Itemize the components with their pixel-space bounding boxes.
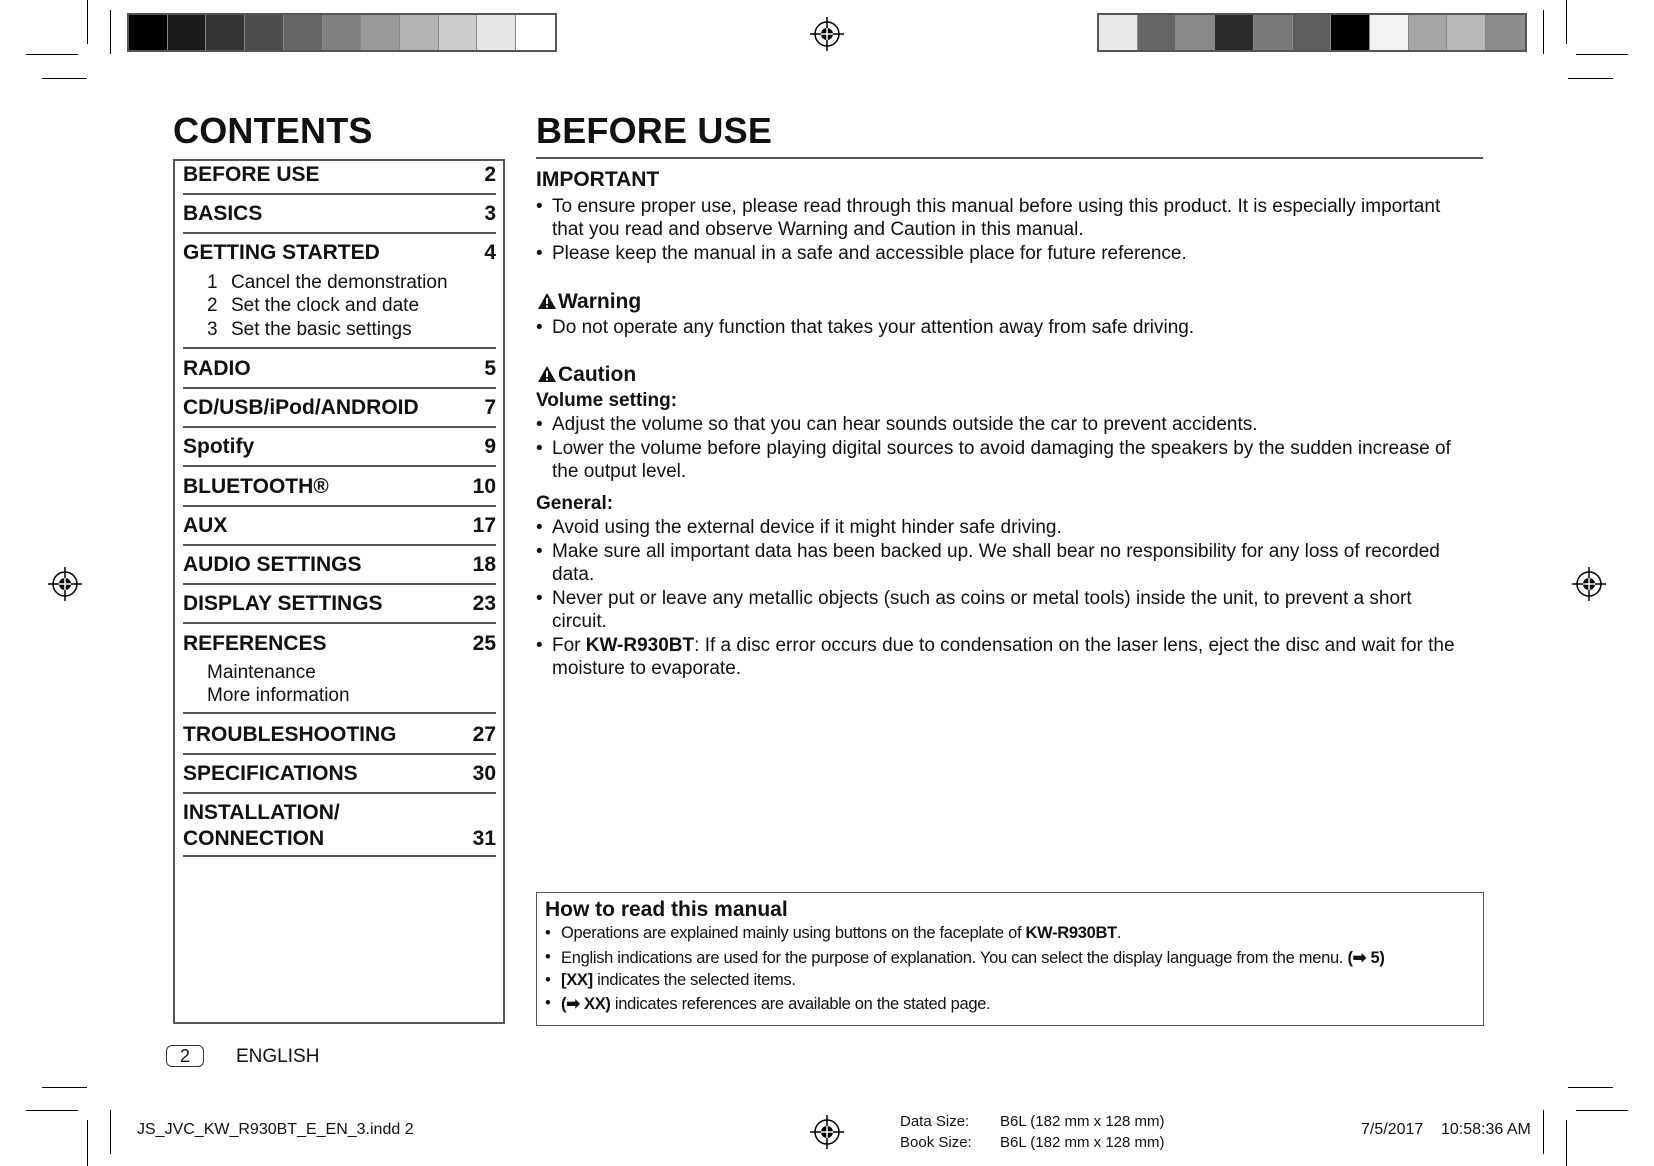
volume-setting-title: Volume setting: xyxy=(536,390,678,411)
registration-mark-bottom xyxy=(810,1115,844,1149)
toc-item-before-use xyxy=(183,163,496,195)
color-swatch xyxy=(206,15,245,50)
toc-item-cd-usb xyxy=(183,396,496,428)
toc-sub-item: 1 Cancel the demonstration xyxy=(207,272,448,293)
toc-item-title: BEFORE USE xyxy=(183,163,320,186)
important-title: IMPORTANT xyxy=(536,168,660,191)
toc-sub-item: 3 Set the basic settings xyxy=(207,319,412,340)
color-swatch xyxy=(1138,15,1177,50)
toc-item-troubleshooting xyxy=(183,723,496,755)
warning-bullet: • Do not operate any function that takes your attention away from safe driving. xyxy=(536,316,1466,339)
toc-sub-item: Maintenance xyxy=(207,662,316,683)
caution-icon xyxy=(536,365,558,383)
toc-item-title: AUDIO SETTINGS xyxy=(183,553,362,576)
toc-item-basics xyxy=(183,202,496,234)
toc-item-specifications xyxy=(183,762,496,794)
toc-item-title: BASICS xyxy=(183,202,263,225)
toc-item-title: SPECIFICATIONS xyxy=(183,762,358,785)
color-swatch xyxy=(168,15,207,50)
caution-title: Caution xyxy=(536,363,636,387)
toc-sub-item: More information xyxy=(207,685,350,706)
toc-item-page: 5 xyxy=(484,357,496,380)
how-to-read-title: How to read this manual xyxy=(545,898,788,921)
toc-item-title: AUX xyxy=(183,514,228,537)
color-swatch xyxy=(129,15,168,50)
general-title: General: xyxy=(536,493,614,514)
slug-time: 10:58:36 AM xyxy=(1441,1121,1531,1138)
toc-item-page: 17 xyxy=(472,514,496,537)
color-swatch xyxy=(1293,15,1332,50)
how-to-bullet: • (➡ XX) indicates references are available on the stated page. xyxy=(545,994,990,1014)
volume-bullet: • Adjust the volume so that you can hear sounds outside the car to prevent accidents. xyxy=(536,413,1466,436)
color-swatch xyxy=(1409,15,1448,50)
color-swatch xyxy=(323,15,362,50)
toc-item-page: 3 xyxy=(484,202,496,225)
toc-item-title: Spotify xyxy=(183,435,255,458)
toc-item-title: INSTALLATION/ xyxy=(183,801,340,824)
toc-item-title: REFERENCES xyxy=(183,632,327,655)
slug-filename: JS_JVC_KW_R930BT_E_EN_3.indd 2 xyxy=(137,1121,414,1138)
toc-item-audio-settings xyxy=(183,553,496,585)
color-swatch xyxy=(516,15,555,50)
warning-icon xyxy=(536,292,558,310)
color-swatch xyxy=(400,15,439,50)
color-swatch xyxy=(1486,15,1525,50)
toc-item-title: CD/USB/iPod/ANDROID xyxy=(183,396,419,419)
toc-item-aux xyxy=(183,514,496,546)
registration-mark-top xyxy=(810,17,844,51)
toc-item-radio xyxy=(183,357,496,389)
color-swatch xyxy=(1370,15,1409,50)
important-bullet: • To ensure proper use, please read through this manual before using this product. It is especially important that you read and observe Warning and Caution in this manual. xyxy=(536,195,1466,241)
toc-item-page: 4 xyxy=(484,241,496,264)
slug-data-size-label: Data Size: xyxy=(900,1113,970,1130)
color-swatch xyxy=(477,15,516,50)
toc-item-page: 23 xyxy=(472,592,496,615)
important-bullet: • Please keep the manual in a safe and accessible place for future reference. xyxy=(536,242,1466,265)
general-bullet: • Avoid using the external device if it might hinder safe driving. xyxy=(536,516,1466,539)
language-label: ENGLISH xyxy=(236,1046,320,1067)
slug-book-size-value: B6L (182 mm x 128 mm) xyxy=(1000,1134,1165,1151)
toc-item-page: 2 xyxy=(484,163,496,186)
color-swatch xyxy=(245,15,284,50)
toc-item-title: BLUETOOTH® xyxy=(183,475,329,498)
color-swatch xyxy=(1215,15,1254,50)
toc-item-page: 31 xyxy=(472,827,496,850)
toc-item-title: GETTING STARTED xyxy=(183,241,380,264)
toc-item-installation xyxy=(183,801,496,857)
how-to-bullet: • English indications are used for the purpose of explanation. You can select the display language from the menu. (➡ 5) xyxy=(545,948,1385,968)
registration-mark-left xyxy=(48,567,82,601)
toc-item-page: 9 xyxy=(484,435,496,458)
how-to-bullet: • Operations are explained mainly using buttons on the faceplate of KW-R930BT. xyxy=(545,924,1121,943)
warning-title: Warning xyxy=(536,290,641,314)
toc-item-page: 18 xyxy=(472,553,496,576)
registration-mark-right xyxy=(1572,567,1606,601)
page-number-badge: 2 xyxy=(166,1045,204,1067)
toc-sub-item: 2 Set the clock and date xyxy=(207,295,420,316)
toc-item-title: CONNECTION xyxy=(183,827,325,850)
color-swatch xyxy=(361,15,400,50)
toc-item-title: DISPLAY SETTINGS xyxy=(183,592,383,615)
color-swatch xyxy=(1447,15,1486,50)
volume-bullet: • Lower the volume before playing digital sources to avoid damaging the speakers by the sudden increase of the output level. xyxy=(536,437,1466,483)
color-bar-left xyxy=(127,13,557,52)
slug-date: 7/5/2017 xyxy=(1361,1121,1424,1138)
toc-item-bluetooth xyxy=(183,475,496,507)
toc-item-page: 10 xyxy=(472,475,496,498)
color-swatch xyxy=(1331,15,1370,50)
toc-item-spotify xyxy=(183,435,496,467)
general-bullet: • For KW-R930BT: If a disc error occurs due to condensation on the laser lens, eject the disc and wait for the moisture to evaporate. xyxy=(536,634,1466,680)
toc-item-page: 7 xyxy=(484,396,496,419)
toc-item-display-settings xyxy=(183,592,496,624)
color-swatch xyxy=(1254,15,1293,50)
toc-item-title: TROUBLESHOOTING xyxy=(183,723,397,746)
heading-rule xyxy=(536,157,1483,159)
color-swatch xyxy=(1099,15,1138,50)
general-bullet: • Never put or leave any metallic objects (such as coins or metal tools) inside the unit, to prevent a short circuit. xyxy=(536,587,1466,633)
how-to-bullet: • [XX] indicates the selected items. xyxy=(545,971,796,990)
slug-data-size-value: B6L (182 mm x 128 mm) xyxy=(1000,1113,1165,1130)
color-swatch xyxy=(1176,15,1215,50)
color-bar-right xyxy=(1097,13,1527,52)
contents-title: CONTENTS xyxy=(173,110,373,151)
before-use-title: BEFORE USE xyxy=(536,110,773,151)
general-bullet: • Make sure all important data has been backed up. We shall bear no responsibility for any loss of recorded data. xyxy=(536,540,1466,586)
toc-item-page: 30 xyxy=(472,762,496,785)
color-swatch xyxy=(284,15,323,50)
toc-item-title: RADIO xyxy=(183,357,251,380)
color-swatch xyxy=(439,15,478,50)
toc-item-page: 27 xyxy=(472,723,496,746)
toc-item-page: 25 xyxy=(472,632,496,655)
slug-book-size-label: Book Size: xyxy=(900,1134,972,1151)
